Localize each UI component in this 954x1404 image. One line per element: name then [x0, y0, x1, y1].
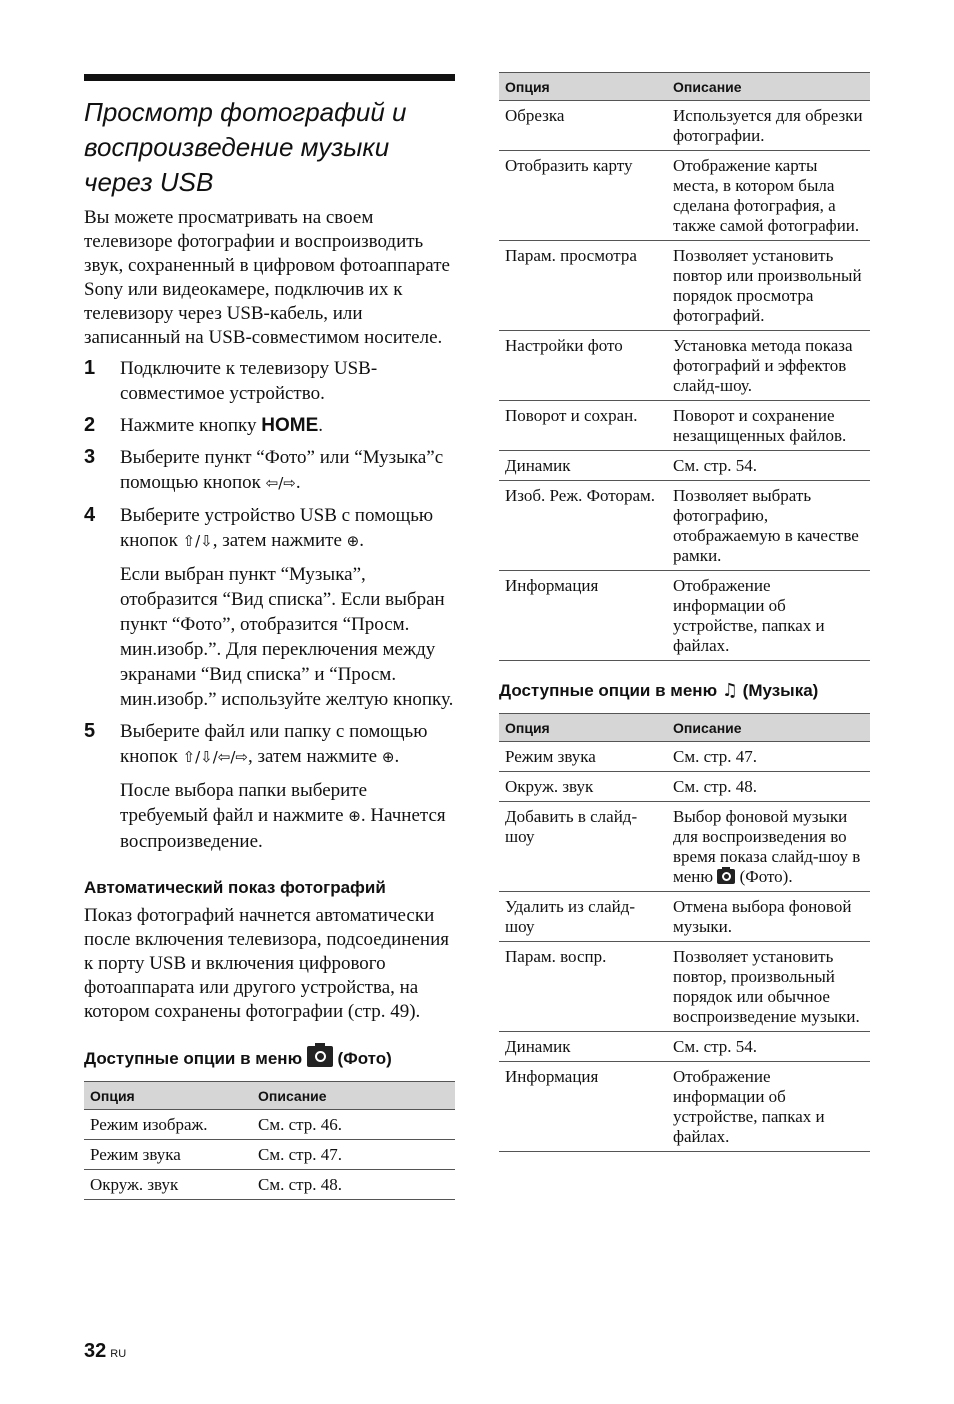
- column-header-option: Опция: [499, 714, 667, 742]
- step-5-note: После выбора папки выберите требуемый файл и нажмите ⊕. Начнется воспроизведение.: [120, 780, 446, 852]
- table-row: [499, 892, 870, 942]
- column-header-description: Описание: [667, 73, 870, 101]
- column-header-option: Опция: [84, 1082, 252, 1110]
- table-row: [499, 451, 870, 481]
- option-description: Отмена выбора фоновой музыки.: [667, 892, 870, 942]
- four-arrows-icon: ⇧/⇩/⇦/⇨: [182, 748, 248, 766]
- table-row: [499, 241, 870, 331]
- option-description: Отображение информации об устройстве, папках и файлах.: [667, 571, 870, 661]
- music-options-table: [499, 713, 870, 1152]
- language-code: RU: [110, 1348, 127, 1360]
- option-description: См. стр. 54.: [667, 1032, 870, 1062]
- option-name: Добавить в слайд-шоу: [499, 802, 667, 892]
- table-header-row: [499, 73, 870, 101]
- photo-menu-heading: Доступные опции в меню (Фото): [84, 1046, 455, 1071]
- step-number: 1: [84, 357, 96, 379]
- option-description: Позволяет установить повтор, произвольный порядок или обычное воспроизведение музыки.: [667, 942, 870, 1032]
- title-rule: [84, 74, 455, 81]
- step-number: 3: [84, 446, 96, 468]
- option-description: Выбор фоновой музыки для воспроизведения во время показа слайд-шоу в меню (Фото).: [667, 802, 870, 892]
- enter-icon: ⊕: [348, 807, 361, 825]
- step-1: [84, 356, 455, 406]
- table-row: [499, 742, 870, 772]
- option-name: Информация: [499, 1062, 667, 1152]
- page-title: Просмотр фотографий и воспроизведение музыки через USB: [84, 97, 407, 197]
- table-row: [499, 1062, 870, 1152]
- table-row: [84, 1140, 455, 1170]
- right-column: [499, 72, 870, 1152]
- table-row: [84, 1170, 455, 1200]
- table-row: [499, 151, 870, 241]
- table-row: [499, 942, 870, 1032]
- option-name: Информация: [499, 571, 667, 661]
- up-down-arrows-icon: ⇧/⇩: [182, 532, 213, 550]
- option-name: Настройки фото: [499, 331, 667, 401]
- table-row: [499, 802, 870, 892]
- option-name: Режим звука: [499, 742, 667, 772]
- table-row: [499, 331, 870, 401]
- step-text: Выберите файл или папку с помощью кнопок ⇧/⇩/⇦/⇨, затем нажмите ⊕. После выбора папки выберите требуемый файл и нажмите ⊕. Начнется воспроизведение.: [120, 719, 455, 854]
- option-description: См. стр. 46.: [252, 1110, 455, 1140]
- music-note-icon: ♫: [721, 680, 738, 701]
- option-description: См. стр. 54.: [667, 451, 870, 481]
- table-row: [499, 401, 870, 451]
- option-description: Используется для обрезки фотографии.: [667, 101, 870, 151]
- photo-options-table-continued: [499, 72, 870, 661]
- option-name: Поворот и сохран.: [499, 401, 667, 451]
- option-name: Парам. просмотра: [499, 241, 667, 331]
- left-right-arrows-icon: ⇦/⇨: [265, 474, 296, 492]
- page-number-value: 32: [84, 1340, 107, 1362]
- table-row: [499, 571, 870, 661]
- option-name: Режим звука: [84, 1140, 252, 1170]
- option-description: См. стр. 48.: [667, 772, 870, 802]
- option-name: Динамик: [499, 451, 667, 481]
- option-name: Окруж. звук: [84, 1170, 252, 1200]
- option-name: Окруж. звук: [499, 772, 667, 802]
- option-name: Режим изображ.: [84, 1110, 252, 1140]
- option-name: Отобразить карту: [499, 151, 667, 241]
- option-description: Отображение информации об устройстве, папках и файлах.: [667, 1062, 870, 1152]
- option-description: Установка метода показа фотографий и эффектов слайд-шоу.: [667, 331, 870, 401]
- music-menu-heading: Доступные опции в меню ♫ (Музыка): [499, 680, 819, 701]
- auto-show-heading: Автоматический показ фотографий: [84, 878, 386, 897]
- option-description: См. стр. 47.: [252, 1140, 455, 1170]
- left-column: [84, 74, 455, 1200]
- column-header-description: Описание: [667, 714, 870, 742]
- option-description: Позволяет выбрать фотографию, отображаемую в качестве рамки.: [667, 481, 870, 571]
- step-text: Выберите устройство USB с помощью кнопок ⇧/⇩, затем нажмите ⊕. Если выбран пункт “Музыка”, отобразится “Вид списка”. Если выбран пункт “Фото”, отобразится “Просм. мин.изобр.”. Для переключения между экранами “Вид списка” и “Просм. мин.изобр.” используйте желтую кнопку.: [120, 505, 454, 710]
- option-name: Удалить из слайд-шоу: [499, 892, 667, 942]
- step-number: 5: [84, 720, 96, 742]
- table-row: [499, 481, 870, 571]
- step-5: [84, 719, 455, 854]
- table-row: [499, 772, 870, 802]
- option-name: Парам. воспр.: [499, 942, 667, 1032]
- page-number: [84, 1340, 126, 1363]
- option-description: См. стр. 48.: [252, 1170, 455, 1200]
- option-name: Динамик: [499, 1032, 667, 1062]
- camera-icon: [307, 1046, 333, 1067]
- option-name: Обрезка: [499, 101, 667, 151]
- intro-paragraph: Вы можете просматривать на своем телевизоре фотографии и воспроизводить звук, сохраненный в цифровом фотоаппарате Sony или видеокамере, подключив их к телевизору через USB-кабель, или записанный на USB-совместимом носителе.: [84, 207, 450, 348]
- step-text: Нажмите кнопку HOME.: [120, 415, 323, 436]
- enter-icon: ⊕: [346, 532, 360, 550]
- step-text: Подключите к телевизору USB-совместимое устройство.: [120, 358, 378, 404]
- step-4: [84, 503, 455, 712]
- table-row: [84, 1110, 455, 1140]
- table-row: [499, 101, 870, 151]
- auto-show-paragraph: Показ фотографий начнется автоматически после включения телевизора, подсоединения к порту USB и включения цифрового фотоаппарата или другого устройства, на котором сохранены фотографии (стр. 49).: [84, 905, 449, 1022]
- step-4-note: Если выбран пункт “Музыка”, отобразится “Вид списка”. Если выбран пункт “Фото”, отобразится “Просм. мин.изобр.”. Для переключения между экранами “Вид списка” и “Просм. мин.изобр.” используйте желтую кнопку.: [120, 564, 454, 710]
- column-header-description: Описание: [252, 1082, 455, 1110]
- table-header-row: [84, 1082, 455, 1110]
- enter-icon: ⊕: [381, 748, 395, 766]
- photo-options-table: [84, 1081, 455, 1200]
- camera-icon: [717, 869, 735, 884]
- step-text: Выберите пункт “Фото” или “Музыка”с помощью кнопок ⇦/⇨.: [120, 447, 444, 493]
- step-number: 2: [84, 414, 96, 436]
- table-header-row: [499, 714, 870, 742]
- option-description: Позволяет установить повтор или произвольный порядок просмотра фотографий.: [667, 241, 870, 331]
- home-key-label: HOME: [261, 415, 319, 436]
- table-row: [499, 1032, 870, 1062]
- step-number: 4: [84, 504, 96, 526]
- column-header-option: Опция: [499, 73, 667, 101]
- step-3: [84, 445, 455, 496]
- step-2: [84, 413, 455, 438]
- option-description: Отображение карты места, в котором была сделана фотография, а также самой фотографии.: [667, 151, 870, 241]
- option-name: Изоб. Реж. Фоторам.: [499, 481, 667, 571]
- option-description: См. стр. 47.: [667, 742, 870, 772]
- option-description: Поворот и сохранение незащищенных файлов.: [667, 401, 870, 451]
